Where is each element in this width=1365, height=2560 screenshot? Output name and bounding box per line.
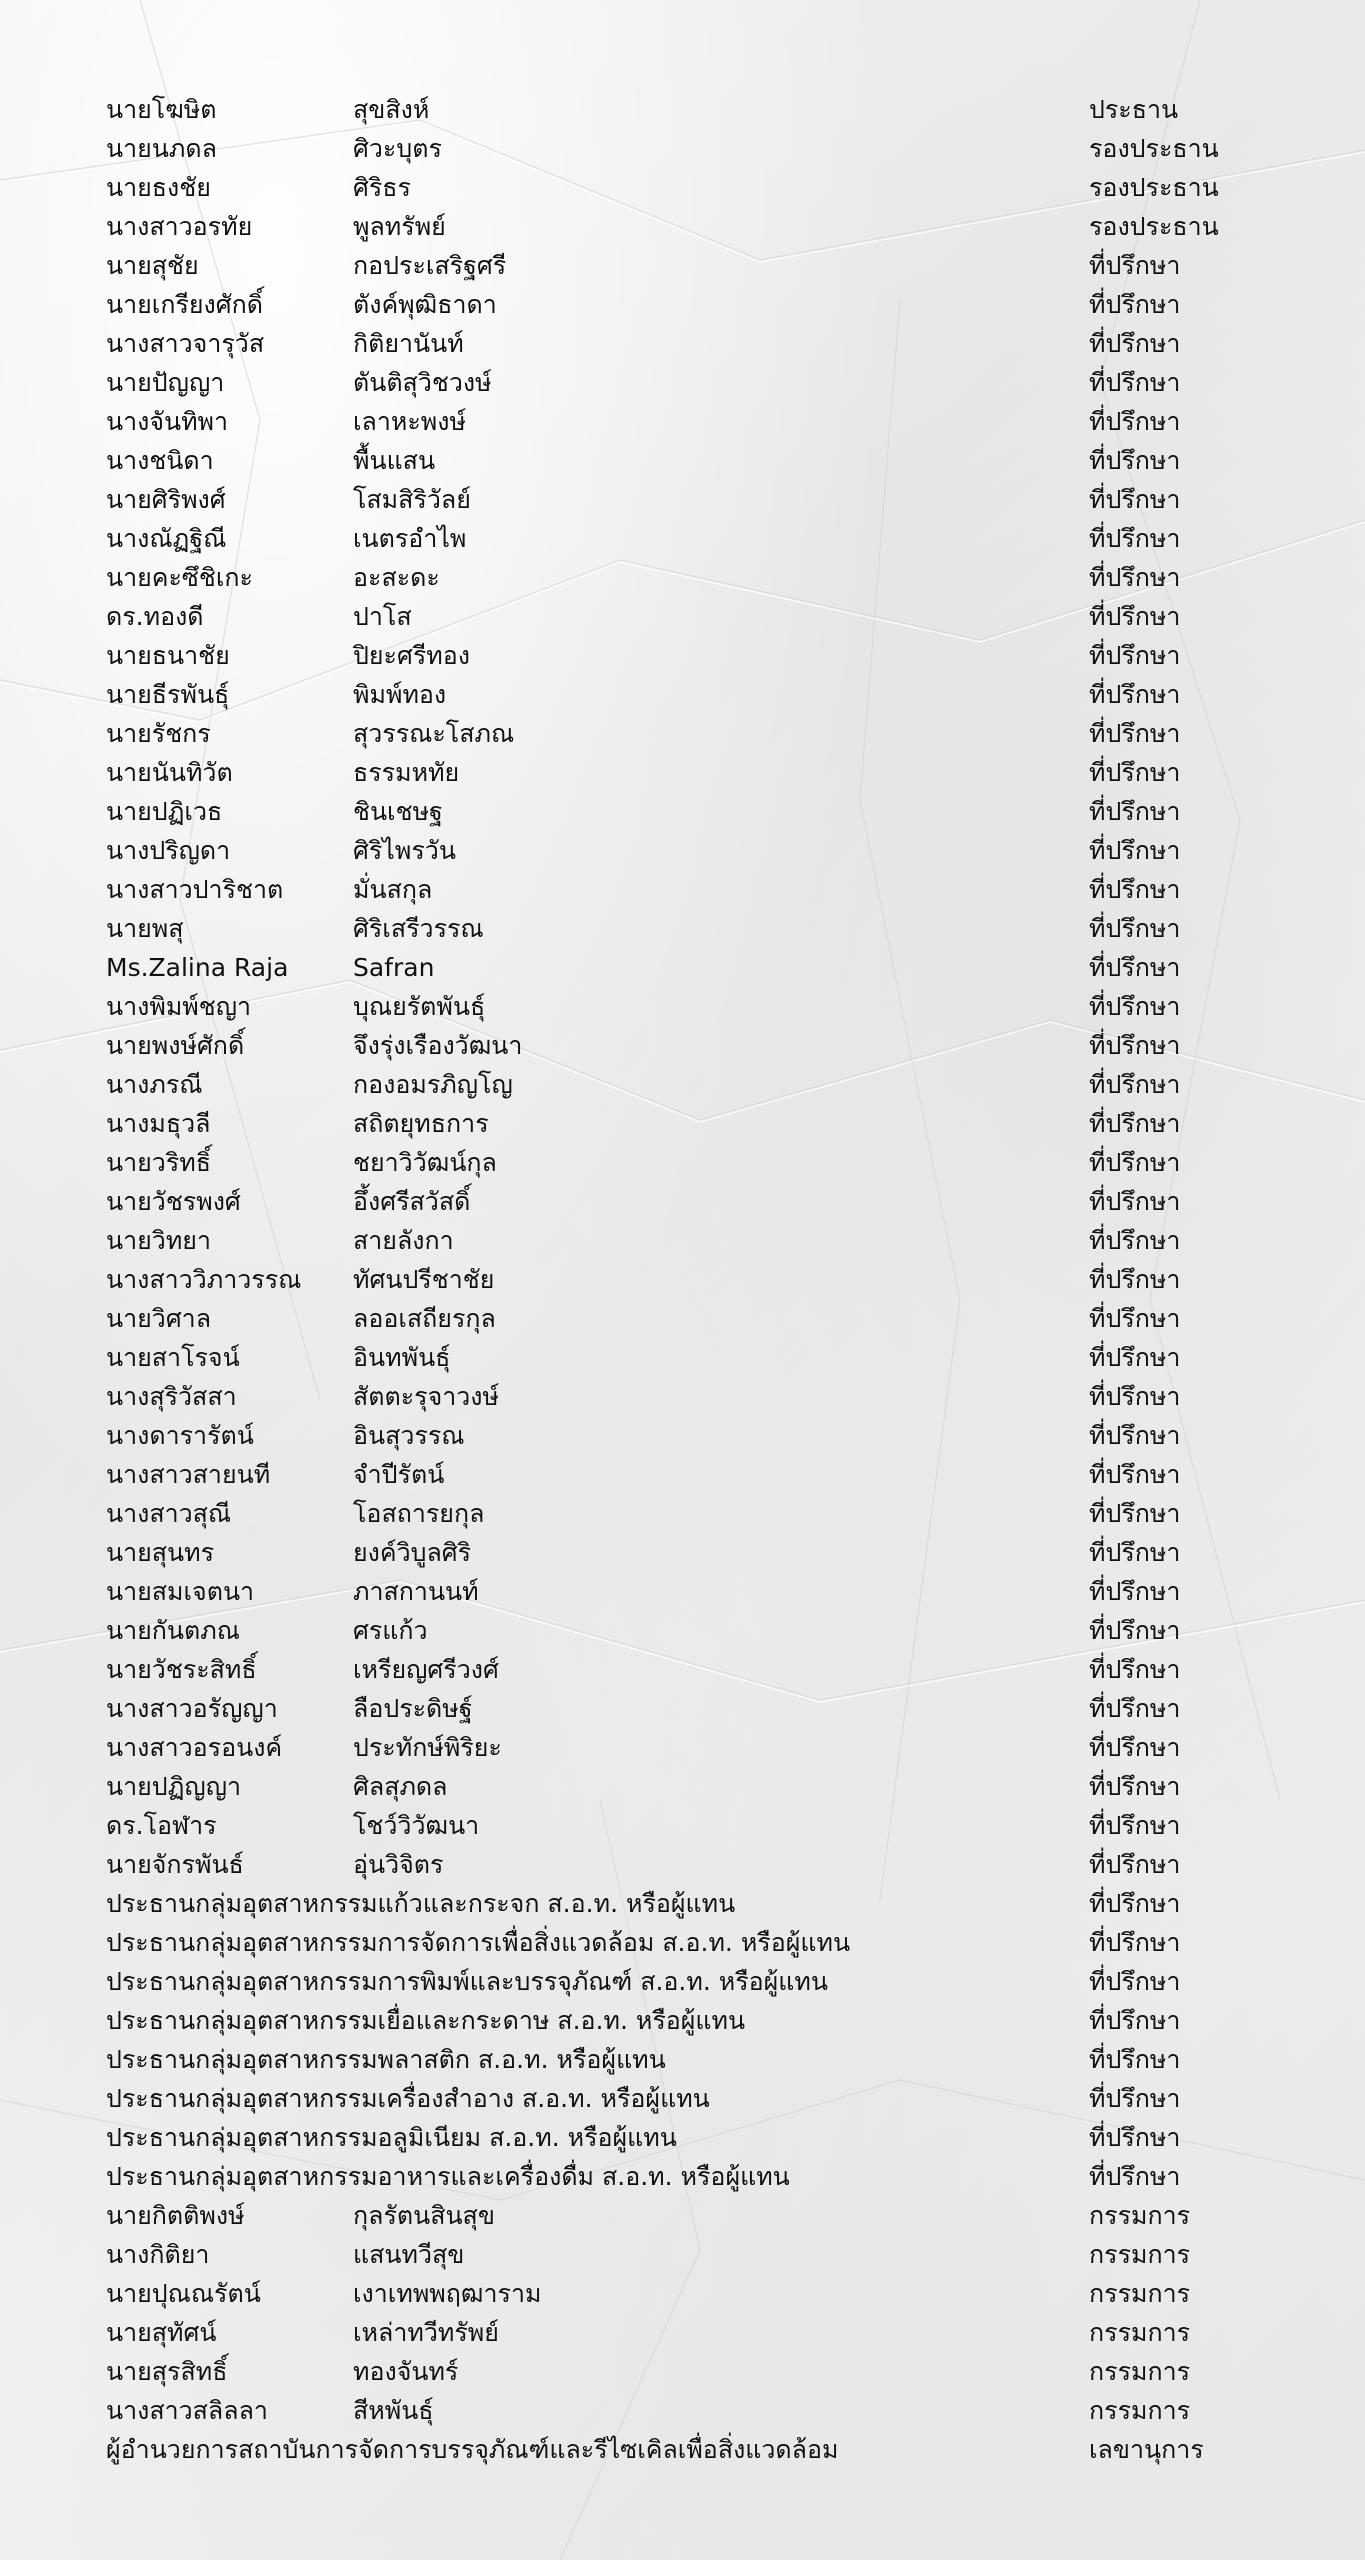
member-first-name: นายศิริพงศ์ [106, 485, 226, 514]
member-first-name: นายวิทยา [106, 1226, 211, 1255]
member-row [106, 1026, 1256, 1065]
member-role: ที่ปรึกษา [1089, 1967, 1181, 1996]
member-role: ที่ปรึกษา [1089, 1226, 1181, 1255]
member-role: ที่ปรึกษา [1089, 407, 1181, 436]
member-row [106, 207, 1256, 246]
member-role: ที่ปรึกษา [1089, 290, 1181, 319]
member-first-name: นายกิตติพงษ์ [106, 2201, 245, 2230]
member-row [106, 1182, 1256, 1221]
member-role: ที่ปรึกษา [1089, 1889, 1181, 1918]
member-row [106, 675, 1256, 714]
member-first-name: นางมธุวลี [106, 1109, 211, 1138]
member-last-name: อินทพันธุ์ [353, 1343, 451, 1372]
member-first-name: นางพิมพ์ชญา [106, 992, 252, 1021]
member-first-name: นางสาวอรอนงค์ [106, 1733, 283, 1762]
member-role: ประธาน [1089, 95, 1179, 124]
member-role: ที่ปรึกษา [1089, 446, 1181, 475]
member-row [106, 168, 1256, 207]
member-role: ที่ปรึกษา [1089, 1148, 1181, 1177]
member-last-name: พูลทรัพย์ [353, 212, 446, 241]
member-row [106, 2118, 1256, 2157]
member-row [106, 1533, 1256, 1572]
member-last-name: สัตตะรุจาวงษ์ [353, 1382, 499, 1411]
committee-list [106, 90, 1256, 2469]
member-last-name: โสมสิริวัลย์ [353, 485, 471, 514]
member-first-name: นายวัชรพงศ์ [106, 1187, 241, 1216]
member-row [106, 480, 1256, 519]
member-title: ประธานกลุ่มอุตสาหกรรมเครื่องสำอาง ส.อ.ท. หรือผู้แทน [106, 2084, 710, 2113]
member-role: ที่ปรึกษา [1089, 2162, 1181, 2191]
member-last-name: จำปีรัตน์ [353, 1460, 445, 1489]
member-first-name: นางสาวสุณี [106, 1499, 232, 1528]
member-role: ที่ปรึกษา [1089, 524, 1181, 553]
member-role: ที่ปรึกษา [1089, 992, 1181, 1021]
member-first-name: นางปริญดา [106, 836, 231, 865]
member-row [106, 714, 1256, 753]
member-title: ประธานกลุ่มอุตสาหกรรมอลูมิเนียม ส.อ.ท. หรือผู้แทน [106, 2123, 677, 2152]
member-last-name: มั่นสกุล [353, 875, 433, 904]
member-row [106, 1884, 1256, 1923]
member-last-name: ตันติสุวิชวงษ์ [353, 368, 492, 397]
member-last-name: ปาโส [353, 602, 412, 631]
member-role: ที่ปรึกษา [1089, 1421, 1181, 1450]
member-row [106, 324, 1256, 363]
member-row [106, 2391, 1256, 2430]
member-last-name: ยงค์วิบูลศิริ [353, 1538, 472, 1567]
member-row [106, 753, 1256, 792]
member-row [106, 1689, 1256, 1728]
member-first-name: นางชนิดา [106, 446, 214, 475]
member-row [106, 1377, 1256, 1416]
member-role: ที่ปรึกษา [1089, 2084, 1181, 2113]
member-last-name: อึ้งศรีสวัสดิ์ [353, 1187, 471, 1216]
member-row [106, 1494, 1256, 1533]
member-title: ประธานกลุ่มอุตสาหกรรมเยื่อและกระดาษ ส.อ.ท. หรือผู้แทน [106, 2006, 746, 2035]
member-first-name: นายพสุ [106, 914, 184, 943]
member-row [106, 1221, 1256, 1260]
member-first-name: นายพงษ์ศักดิ์ [106, 1031, 245, 1060]
member-role: ที่ปรึกษา [1089, 797, 1181, 826]
member-role: ที่ปรึกษา [1089, 1499, 1181, 1528]
member-row [106, 90, 1256, 129]
member-row [106, 909, 1256, 948]
member-first-name: นายธงชัย [106, 173, 211, 202]
member-first-name: นายรัชกร [106, 719, 211, 748]
member-last-name: ภาสกานนท์ [353, 1577, 479, 1606]
member-role: กรรมการ [1089, 2279, 1191, 2308]
member-row [106, 129, 1256, 168]
member-role: รองประธาน [1089, 134, 1219, 163]
member-last-name: ศิริเสรีวรรณ [353, 914, 484, 943]
member-last-name: จึงรุ่งเรืองวัฒนา [353, 1031, 523, 1060]
member-role: รองประธาน [1089, 212, 1219, 241]
member-role: ที่ปรึกษา [1089, 680, 1181, 709]
member-first-name: นางสาวสายนที [106, 1460, 271, 1489]
member-role: ที่ปรึกษา [1089, 1343, 1181, 1372]
member-role: ที่ปรึกษา [1089, 758, 1181, 787]
member-first-name: นายธีรพันธุ์ [106, 680, 230, 709]
member-role: ที่ปรึกษา [1089, 602, 1181, 631]
member-last-name: กิติยานันท์ [353, 329, 464, 358]
member-first-name: นายสุชัย [106, 251, 199, 280]
member-last-name: เนตรอำไพ [353, 524, 467, 553]
member-last-name: โชว์วิวัฒนา [353, 1811, 480, 1840]
member-last-name: สีหพันธุ์ [353, 2396, 434, 2425]
member-row [106, 1143, 1256, 1182]
member-first-name: นางสาวปาริชาต [106, 875, 284, 904]
member-title: ประธานกลุ่มอุตสาหกรรมการจัดการเพื่อสิ่งแวดล้อม ส.อ.ท. หรือผู้แทน [106, 1928, 851, 1957]
member-first-name: นายสุทัศน์ [106, 2318, 217, 2347]
member-role: ที่ปรึกษา [1089, 1577, 1181, 1606]
member-role: ที่ปรึกษา [1089, 1811, 1181, 1840]
member-row [106, 1728, 1256, 1767]
member-row [106, 558, 1256, 597]
member-row [106, 1416, 1256, 1455]
member-role: เลขานุการ [1089, 2435, 1204, 2464]
member-last-name: แสนทวีสุข [353, 2240, 465, 2269]
member-first-name: นายธนาชัย [106, 641, 230, 670]
member-first-name: นางกิติยา [106, 2240, 210, 2269]
member-first-name: นายคะซึชิเกะ [106, 563, 253, 592]
member-last-name: สุขสิงห์ [353, 95, 430, 124]
member-last-name: อุ่นวิจิตร [353, 1850, 444, 1879]
member-role: ที่ปรึกษา [1089, 329, 1181, 358]
member-first-name: นางจันทิพา [106, 407, 229, 436]
member-last-name: เหล่าทวีทรัพย์ [353, 2318, 499, 2347]
member-row [106, 1104, 1256, 1143]
member-role: ที่ปรึกษา [1089, 1733, 1181, 1762]
member-row [106, 2196, 1256, 2235]
member-last-name: ทองจันทร์ [353, 2357, 459, 2386]
member-last-name: ศิลสุภดล [353, 1772, 448, 1801]
member-title: ประธานกลุ่มอุตสาหกรรมพลาสติก ส.อ.ท. หรือผู้แทน [106, 2045, 666, 2074]
member-role: ที่ปรึกษา [1089, 1265, 1181, 1294]
member-title: ประธานกลุ่มอุตสาหกรรมแก้วและกระจก ส.อ.ท. หรือผู้แทน [106, 1889, 736, 1918]
member-last-name: กุลรัตนสินสุข [353, 2201, 495, 2230]
member-role: ที่ปรึกษา [1089, 641, 1181, 670]
member-row [106, 1572, 1256, 1611]
member-role: ที่ปรึกษา [1089, 2045, 1181, 2074]
member-first-name: นายจักรพันธ์ [106, 1850, 244, 1879]
member-row [106, 831, 1256, 870]
member-row [106, 363, 1256, 402]
member-first-name: นายสมเจตนา [106, 1577, 255, 1606]
member-role: ที่ปรึกษา [1089, 2006, 1181, 2035]
member-role: ที่ปรึกษา [1089, 1538, 1181, 1567]
member-row [106, 1767, 1256, 1806]
member-row [106, 285, 1256, 324]
member-row [106, 1455, 1256, 1494]
member-last-name: สายลังกา [353, 1226, 454, 1255]
member-last-name: ประทักษ์พิริยะ [353, 1733, 502, 1762]
member-role: ที่ปรึกษา [1089, 251, 1181, 280]
member-row [106, 1650, 1256, 1689]
member-first-name: นางภรณี [106, 1070, 203, 1099]
member-row [106, 2079, 1256, 2118]
member-last-name: ทัศนปรีชาชัย [353, 1265, 495, 1294]
member-first-name: นายนภดล [106, 134, 217, 163]
member-last-name: ลือประดิษฐ์ [353, 1694, 473, 1723]
member-row [106, 870, 1256, 909]
member-title: ประธานกลุ่มอุตสาหกรรมการพิมพ์และบรรจุภัณฑ์ ส.อ.ท. หรือผู้แทน [106, 1967, 828, 1996]
member-role: ที่ปรึกษา [1089, 836, 1181, 865]
member-first-name: นายวริทธิ์ [106, 1148, 211, 1177]
member-first-name: นายปฏิญญา [106, 1772, 242, 1801]
member-role: ที่ปรึกษา [1089, 875, 1181, 904]
member-row [106, 948, 1256, 987]
member-first-name: นายโฆษิต [106, 95, 217, 124]
member-first-name: นายสุรสิทธิ์ [106, 2357, 228, 2386]
member-role: ที่ปรึกษา [1089, 1109, 1181, 1138]
member-row [106, 441, 1256, 480]
member-last-name: ธรรมหทัย [353, 758, 460, 787]
member-first-name: นายปฏิเวธ [106, 797, 223, 826]
member-title: ผู้อำนวยการสถาบันการจัดการบรรจุภัณฑ์และรีไซเคิลเพื่อสิ่งแวดล้อม [106, 2435, 839, 2464]
member-row [106, 2313, 1256, 2352]
member-last-name: ศิริธร [353, 173, 411, 202]
member-row [106, 2157, 1256, 2196]
member-row [106, 636, 1256, 675]
member-row [106, 1611, 1256, 1650]
member-row [106, 519, 1256, 558]
member-last-name: โอสถารยกุล [353, 1499, 485, 1528]
member-row [106, 1845, 1256, 1884]
member-role: ที่ปรึกษา [1089, 563, 1181, 592]
member-last-name: กอประเสริฐศรี [353, 251, 507, 280]
member-last-name: ปิยะศรีทอง [353, 641, 470, 670]
member-first-name: นายสุนทร [106, 1538, 215, 1567]
member-role: ที่ปรึกษา [1089, 953, 1181, 982]
member-last-name: ศิริไพรวัน [353, 836, 456, 865]
member-row [106, 792, 1256, 831]
member-row [106, 1923, 1256, 1962]
member-role: ที่ปรึกษา [1089, 1694, 1181, 1723]
member-row [106, 246, 1256, 285]
member-role: ที่ปรึกษา [1089, 485, 1181, 514]
member-role: ที่ปรึกษา [1089, 719, 1181, 748]
member-first-name: Ms.Zalina Raja [106, 953, 289, 982]
member-first-name: นายปุณณรัตน์ [106, 2279, 261, 2308]
member-role: ที่ปรึกษา [1089, 1460, 1181, 1489]
member-role: ที่ปรึกษา [1089, 1031, 1181, 1060]
member-first-name: นางณัฏฐิณี [106, 524, 227, 553]
member-row [106, 597, 1256, 636]
member-last-name: สุวรรณะโสภณ [353, 719, 515, 748]
member-role: ที่ปรึกษา [1089, 1850, 1181, 1879]
member-first-name: นางสาวสลิลลา [106, 2396, 268, 2425]
member-role: รองประธาน [1089, 173, 1219, 202]
member-title: ประธานกลุ่มอุตสาหกรรมอาหารและเครื่องดื่ม ส.อ.ท. หรือผู้แทน [106, 2162, 790, 2191]
member-first-name: นางดารารัตน์ [106, 1421, 254, 1450]
member-row [106, 2352, 1256, 2391]
member-last-name: เหรียญศรีวงศ์ [353, 1655, 499, 1684]
member-first-name: นางสาวจารุวัส [106, 329, 265, 358]
member-first-name: นางสุริวัสสา [106, 1382, 237, 1411]
member-last-name: พื้นแสน [353, 446, 436, 475]
member-first-name: นางสาววิภาวรรณ [106, 1265, 302, 1294]
member-row [106, 2235, 1256, 2274]
member-first-name: ดร.โอฬาร [106, 1811, 217, 1840]
member-last-name: พิมพ์ทอง [353, 680, 447, 709]
member-role: ที่ปรึกษา [1089, 1304, 1181, 1333]
member-last-name: สถิตยุทธการ [353, 1109, 489, 1138]
member-row [106, 1260, 1256, 1299]
member-role: ที่ปรึกษา [1089, 1070, 1181, 1099]
member-last-name: เงาเทพพฤฒาราม [353, 2279, 542, 2308]
member-role: ที่ปรึกษา [1089, 1187, 1181, 1216]
member-row [106, 2430, 1256, 2469]
member-last-name: ตังค์พุฒิธาดา [353, 290, 497, 319]
member-first-name: นายปัญญา [106, 368, 225, 397]
member-last-name: บุณยรัตพันธุ์ [353, 992, 486, 1021]
member-first-name: ดร.ทองดี [106, 602, 204, 631]
member-first-name: นางสาวอรัญญา [106, 1694, 278, 1723]
member-row [106, 402, 1256, 441]
member-first-name: นายกันตภณ [106, 1616, 240, 1645]
member-role: กรรมการ [1089, 2396, 1191, 2425]
member-last-name: อะสะดะ [353, 563, 440, 592]
member-role: กรรมการ [1089, 2201, 1191, 2230]
member-first-name: นายสาโรจน์ [106, 1343, 240, 1372]
member-last-name: ศรแก้ว [353, 1616, 428, 1645]
member-row [106, 2274, 1256, 2313]
member-last-name: กองอมรภิญโญ [353, 1070, 513, 1099]
member-first-name: นายวัชระสิทธิ์ [106, 1655, 257, 1684]
member-last-name: ชยาวิวัฒน์กุล [353, 1148, 497, 1177]
member-row [106, 2040, 1256, 2079]
member-row [106, 1299, 1256, 1338]
member-last-name: Safran [353, 953, 435, 982]
member-first-name: นางสาวอรทัย [106, 212, 253, 241]
member-first-name: นายเกรียงศักดิ์ [106, 290, 263, 319]
member-last-name: เลาหะพงษ์ [353, 407, 466, 436]
member-last-name: ลออเสถียรกุล [353, 1304, 496, 1333]
member-row [106, 1962, 1256, 2001]
member-last-name: ศิวะบุตร [353, 134, 442, 163]
member-row [106, 1806, 1256, 1845]
member-row [106, 1065, 1256, 1104]
member-row [106, 2001, 1256, 2040]
member-row [106, 1338, 1256, 1377]
member-first-name: นายนันทิวัต [106, 758, 233, 787]
member-role: กรรมการ [1089, 2318, 1191, 2347]
member-role: ที่ปรึกษา [1089, 2123, 1181, 2152]
member-role: ที่ปรึกษา [1089, 1655, 1181, 1684]
member-row [106, 987, 1256, 1026]
member-role: ที่ปรึกษา [1089, 1772, 1181, 1801]
member-role: กรรมการ [1089, 2240, 1191, 2269]
member-role: ที่ปรึกษา [1089, 1928, 1181, 1957]
member-last-name: อินสุวรรณ [353, 1421, 465, 1450]
member-role: ที่ปรึกษา [1089, 1616, 1181, 1645]
member-role: กรรมการ [1089, 2357, 1191, 2386]
member-role: ที่ปรึกษา [1089, 368, 1181, 397]
member-role: ที่ปรึกษา [1089, 1382, 1181, 1411]
member-last-name: ชินเชษฐ [353, 797, 443, 826]
member-role: ที่ปรึกษา [1089, 914, 1181, 943]
member-first-name: นายวิศาล [106, 1304, 212, 1333]
